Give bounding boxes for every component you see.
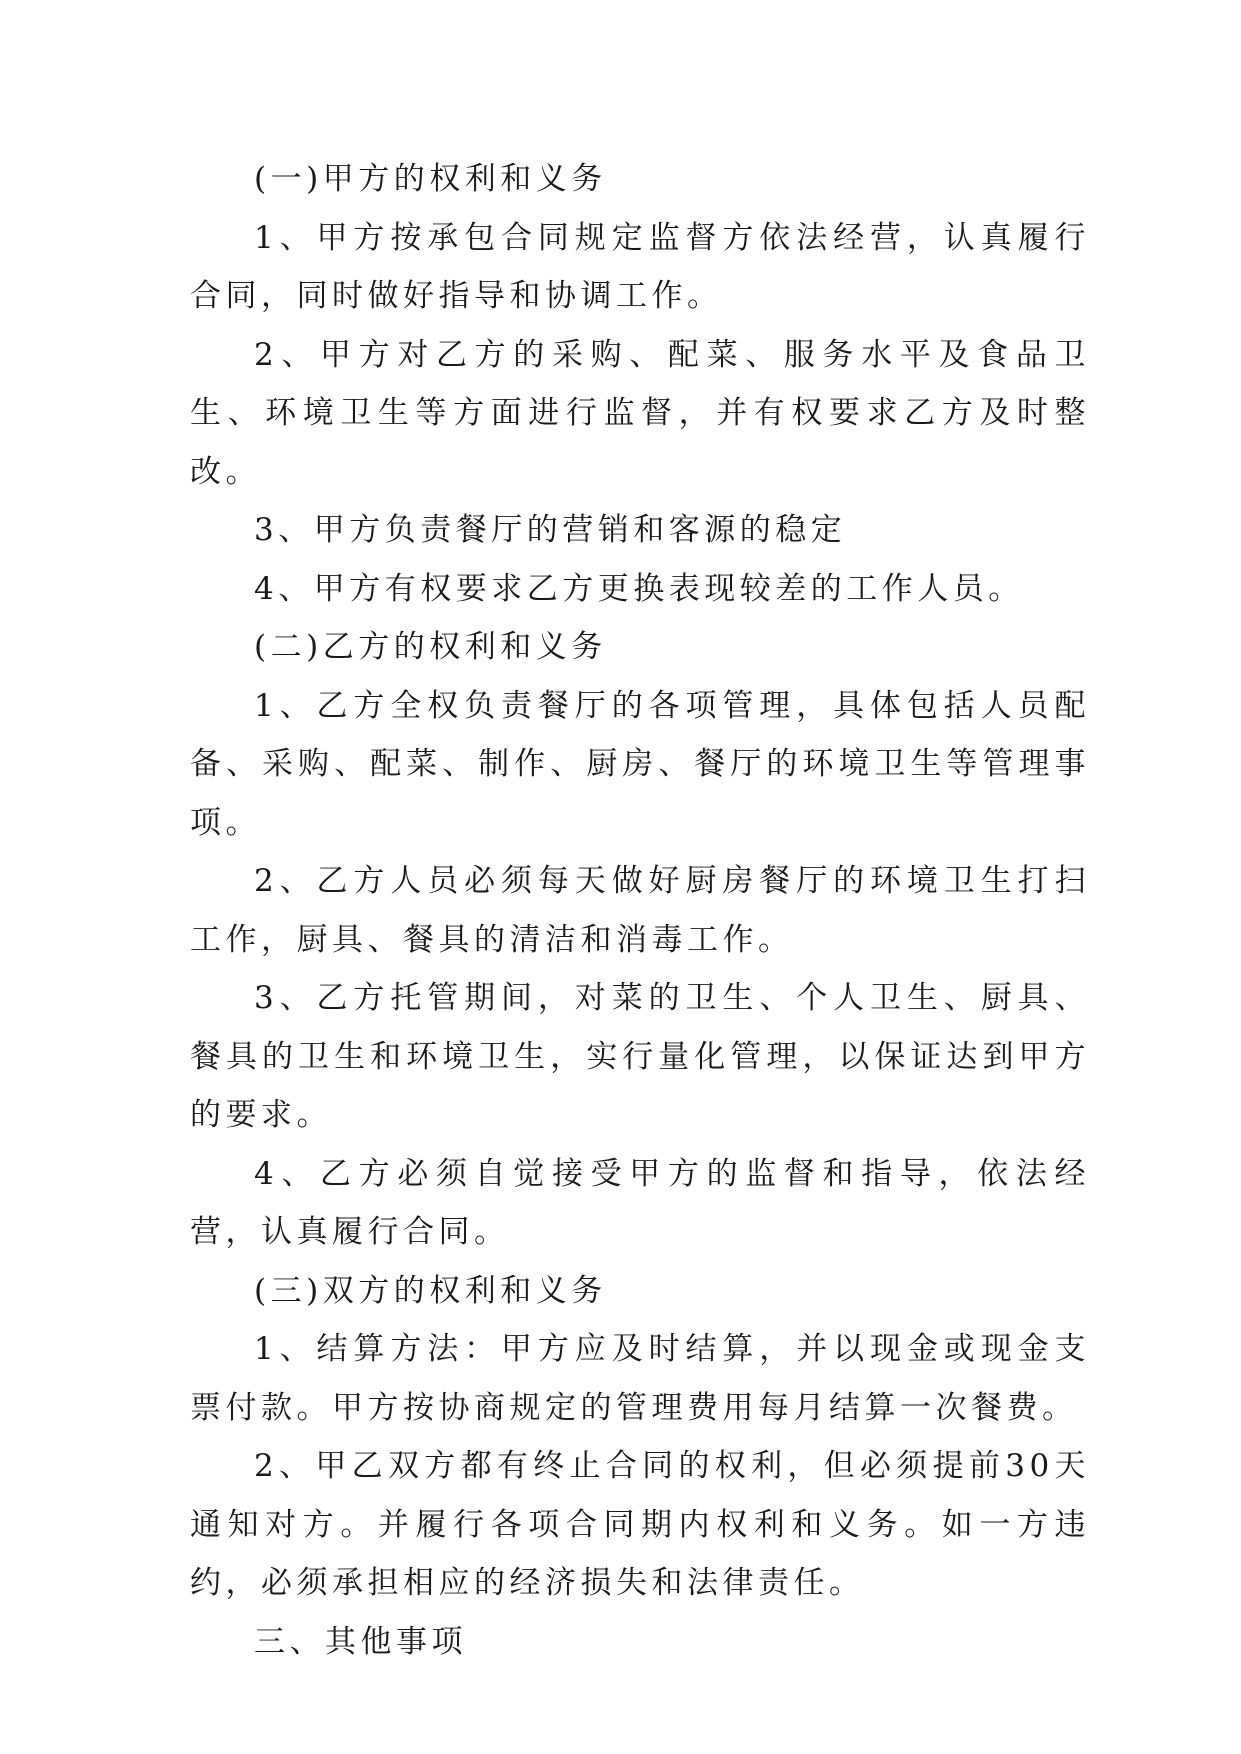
paragraph: 3、甲方负责餐厅的营销和客源的稳定 [254,512,847,548]
paragraph: 4、乙方必须自觉接受甲方的监督和指导，依法经营，认真履行合同。 [190,1155,1090,1250]
paragraph: 1、甲方按承包合同规定监督方依法经营，认真履行合同，同时做好指导和协调工作。 [190,219,1090,314]
section-heading-party-a: (一)甲方的权利和义务 [254,161,607,197]
section-heading-party-b: (二)乙方的权利和义务 [254,629,607,665]
paragraph: 4、甲方有权要求乙方更换表现较差的工作人员。 [254,570,1024,607]
paragraph: 1、结算方法：甲方应及时结算，并以现金或现金支票付款。甲方按协商规定的管理费用每月结算一次餐费。 [190,1331,1090,1426]
paragraph: 2、甲方对乙方的采购、配菜、服务水平及食品卫生、环境卫生等方面进行监督，并有权要求乙方及时整改。 [190,336,1090,490]
section-heading-both-parties: (三)双方的权利和义务 [254,1272,607,1309]
paragraph: 2、乙方人员必须每天做好厨房餐厅的环境卫生打扫工作，厨具、餐具的清洁和消毒工作。 [190,863,1090,958]
paragraph: 2、甲乙双方都有终止合同的权利，但必须提前30天通知对方。并履行各项合同期内权利和义务。如一方违约，必须承担相应的经济损失和法律责任。 [190,1448,1090,1601]
paragraph: 3、乙方托管期间，对菜的卫生、个人卫生、厨具、餐具的卫生和环境卫生，实行量化管理，以保证达到甲方的要求。 [190,980,1090,1133]
section-heading-other-matters: 三、其他事项 [254,1623,467,1660]
document-body [190,150,1090,1671]
paragraph: 1、乙方全权负责餐厅的各项管理，具体包括人员配备、采购、配菜、制作、厨房、餐厅的环境卫生等管理事项。 [190,687,1090,841]
